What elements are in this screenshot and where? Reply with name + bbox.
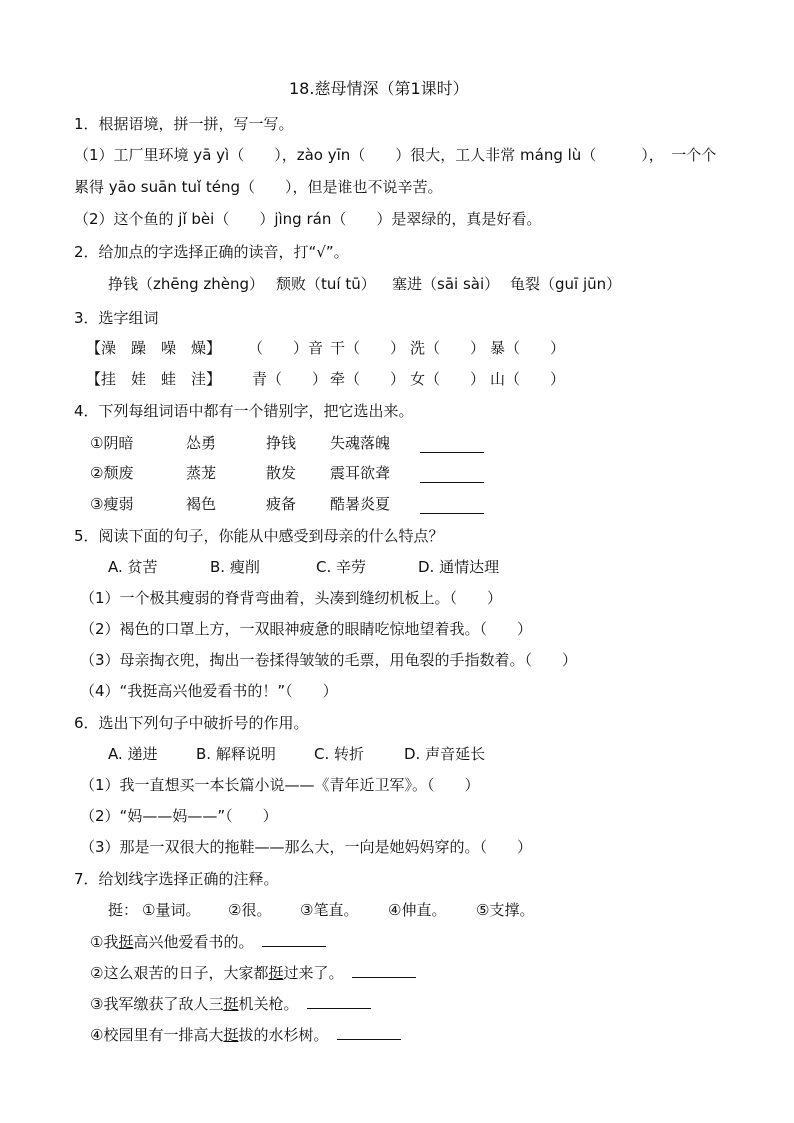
- question-6-item: （2）“妈——妈——”（ ）: [80, 807, 278, 825]
- question-7-heading: 7．给划线字选择正确的注释。: [74, 870, 279, 888]
- question-4-word: ③瘦弱: [90, 495, 134, 513]
- question-3-blank-item: 牵（ ）: [330, 370, 406, 388]
- answer-blank[interactable]: [420, 499, 484, 514]
- question-2-item: 龟裂（guī jūn）: [510, 275, 622, 293]
- question-4-word: 失魂落魄: [330, 434, 391, 452]
- sentence-text: ③我军缴获了敌人三: [90, 995, 224, 1013]
- question-5-option: C. 辛劳: [316, 558, 367, 576]
- question-5-item: （2）褐色的口罩上方，一双眼神疲惫的眼睛吃惊地望着我。（ ）: [80, 620, 533, 638]
- sentence-text: 拔的水杉树。: [238, 1026, 329, 1044]
- question-4-word: 震耳欲聋: [330, 464, 391, 482]
- question-7-definition: ⑤支撑。: [476, 901, 535, 919]
- question-4-word: 疲备: [266, 495, 297, 513]
- answer-blank[interactable]: [420, 438, 484, 453]
- question-3-blank-item: 青（ ）: [252, 370, 328, 388]
- question-3-blank-item: 暴（ ）: [490, 339, 566, 357]
- question-3-blank-item: 女（ ）: [410, 370, 486, 388]
- question-3-blank-item: （ ）音: [248, 339, 324, 357]
- question-1-line-3: （2）这个鱼的 jǐ bèi（ ）jìng rán（ ）是翠绿的，真是好看。: [74, 210, 542, 228]
- question-3-group-1: 【澡 躁 噪 燥】: [86, 339, 222, 357]
- question-5-option: A. 贫苦: [108, 558, 158, 576]
- question-4-word: 褐色: [186, 495, 217, 513]
- question-2-item: 颓败（tuí tū）: [276, 275, 376, 293]
- question-6-heading: 6．选出下列句子中破折号的作用。: [74, 714, 309, 732]
- question-4-heading: 4．下列每组词语中都有一个错别字，把它选出来。: [74, 402, 414, 420]
- question-4-word: ①阴暗: [90, 434, 134, 452]
- question-4-word: ②颓废: [90, 464, 134, 482]
- sentence-text: ①我: [90, 933, 119, 951]
- underlined-char: 挺: [223, 1026, 239, 1044]
- underlined-char: 挺: [223, 995, 239, 1013]
- question-4-word: 挣钱: [266, 434, 297, 452]
- question-4-word: 怂勇: [186, 434, 217, 452]
- question-2-item: 塞进（sāi sài）: [392, 275, 500, 293]
- page-title: 18.慈母情深（第1课时）: [289, 79, 469, 98]
- sentence-text: ④校园里有一排高大: [90, 1026, 224, 1044]
- question-6-option: D. 声音延长: [404, 745, 486, 763]
- sentence-text: ②这么艰苦的日子，大家都: [90, 964, 269, 982]
- question-7-item: [90, 932, 326, 952]
- question-7-item: [90, 994, 371, 1014]
- question-3-heading: 3．选字组词: [74, 309, 159, 327]
- question-7-definition: ①量词。: [142, 901, 201, 919]
- question-6-item: （1）我一直想买一本长篇小说——《青年近卫军》。（ ）: [80, 776, 480, 794]
- question-4-word: 蒸茏: [186, 464, 217, 482]
- question-7-item: [90, 1025, 401, 1045]
- question-7-definition: ②很。: [228, 901, 272, 919]
- question-2-item: 挣钱（zhēng zhèng）: [108, 275, 265, 293]
- question-7-definition: ④伸直。: [388, 901, 447, 919]
- underlined-char: 挺: [118, 933, 134, 951]
- question-7-def-label: 挺：: [108, 901, 139, 919]
- question-4-word: 散发: [266, 464, 297, 482]
- underlined-char: 挺: [268, 964, 284, 982]
- question-1-line-1: （1）工厂里环境 yā yì（ ），zào yīn（ ）很大，工人非常 máng lù（ ）， 一个个: [74, 146, 717, 164]
- question-3-blank-item: 干（ ）: [330, 339, 406, 357]
- sentence-text: 过来了。: [283, 964, 344, 982]
- question-1-heading: 1．根据语境，拼一拼，写一写。: [74, 115, 294, 133]
- answer-blank[interactable]: [352, 963, 416, 978]
- question-2-heading: 2．给加点的字选择正确的读音，打“√”。: [74, 243, 349, 261]
- answer-blank[interactable]: [307, 994, 371, 1009]
- question-6-option: B. 解释说明: [196, 745, 276, 763]
- answer-blank[interactable]: [337, 1025, 401, 1040]
- question-5-heading: 5．阅读下面的句子，你能从中感受到母亲的什么特点？: [74, 527, 444, 545]
- question-5-option: D. 通情达理: [418, 558, 500, 576]
- question-5-option: B. 瘦削: [210, 558, 260, 576]
- question-3-blank-item: 山（ ）: [490, 370, 566, 388]
- question-5-item: （4）“我挺高兴他爱看书的！”（ ）: [80, 682, 338, 700]
- question-5-item: （1）一个极其瘦弱的脊背弯曲着，头凑到缝纫机板上。（ ）: [80, 589, 503, 607]
- question-5-item: （3）母亲掏衣兜，掏出一卷揉得皱皱的毛票，用龟裂的手指数着。（ ）: [80, 651, 578, 669]
- question-6-option: A. 递进: [108, 745, 158, 763]
- answer-blank[interactable]: [420, 468, 484, 483]
- question-3-blank-item: 洗（ ）: [410, 339, 486, 357]
- question-1-line-2: 累得 yāo suān tuǐ téng（ ），但是谁也不说辛苦。: [74, 178, 443, 196]
- question-7-definition: ③笔直。: [300, 901, 359, 919]
- question-6-option: C. 转折: [314, 745, 365, 763]
- sentence-text: 高兴他爱看书的。: [133, 933, 254, 951]
- answer-blank[interactable]: [262, 932, 326, 947]
- question-6-item: （3）那是一双很大的拖鞋——那么大，一向是她妈妈穿的。（ ）: [80, 838, 533, 856]
- question-4-word: 酷暑炎夏: [330, 495, 391, 513]
- question-3-group-2: 【挂 娃 蛙 洼】: [86, 370, 222, 388]
- question-7-item: [90, 963, 416, 983]
- sentence-text: 机关枪。: [238, 995, 299, 1013]
